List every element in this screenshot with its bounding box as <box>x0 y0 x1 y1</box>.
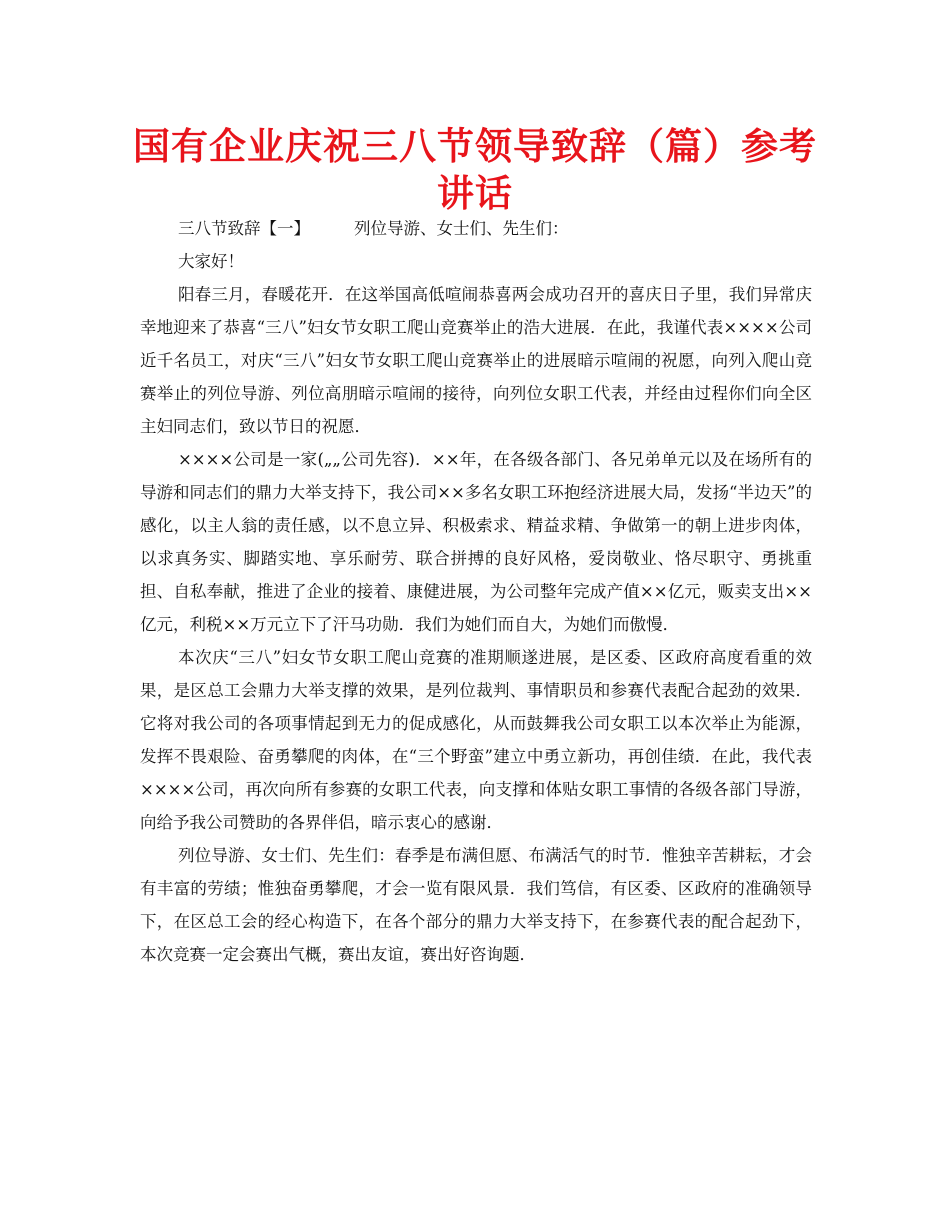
salutation: 列位导游、女士们、先生们： <box>353 219 569 238</box>
greeting: 大家好！ <box>177 252 244 271</box>
body-paragraph-1: 阳春三月，春暖花开．在这举国高低喧闹恭喜两会成功召开的喜庆日子里，我们异常庆幸地迎来了恭喜“三八”妇女节女职工爬山竞赛举止的浩大进展．在此，我谨代表××××公司近千名员工，对庆“三八”妇女节女职工爬山竞赛举止的进展暗示喧闹的祝愿，向列入爬山竞赛举止的列位导游、列位高朋暗示喧闹的接待，向列位女职工代表，并经由过程你们向全区主妇同志们，致以节日的祝愿． <box>140 285 812 436</box>
body-paragraph-4: 列位导游、女士们、先生们：春季是布满但愿、布满活气的时节．惟独辛苦耕耘，才会有丰富的劳绩；惟独奋勇攀爬，才会一览有限风景．我们笃信，有区委、区政府的准确领导下，在区总工会的经心构造下，在各个部分的鼎力大举支持下，在参赛代表的配合起劲下，本次竞赛一定会赛出气概，赛出友谊，赛出好咨询题． <box>140 846 812 964</box>
heading-paragraph <box>140 212 812 245</box>
body-paragraph-2: ××××公司是一家(„„公司先容)．××年，在各级各部门、各兄弟单元以及在场所有的导游和同志们的鼎力大举支持下，我公司××多名女职工环抱经济进展大局，发扬“半边天”的感化，以主人翁的责任感，以不息立异、积极索求、精益求精、争做第一的朝上进步肉体，以求真务实、脚踏实地、享乐耐劳、联合拼搏的良好风格，爱岗敬业、恪尽职守、勇挑重担、自私奉献，推进了企业的接着、康健进展，为公司整年完成产值××亿元，贩卖支出××亿元，利税××万元立下了汗马功勋．我们为她们而自大，为她们而傲慢． <box>140 450 812 634</box>
body-paragraph-3: 本次庆“三八”妇女节女职工爬山竞赛的准期顺遂进展，是区委、区政府高度看重的效果，是区总工会鼎力大举支撑的效果，是列位裁判、事情职员和参赛代表配合起劲的效果．它将对我公司的各项事情起到无力的促成感化，从而鼓舞我公司女职工以本次举止为能源，发挥不畏艰险、奋勇攀爬的肉体，在“三个野蛮”建立中勇立新功，再创佳绩．在此，我代表××××公司，再次向所有参赛的女职工代表，向支撑和体贴女职工事情的各级各部门导游，向给予我公司赞助的各界伴侣，暗示衷心的感谢． <box>140 648 812 832</box>
document-title-line1: 国有企业庆祝三八节领导致辞（篇）参考 <box>133 125 817 168</box>
section-heading: 三八节致辞【一】 <box>177 219 310 238</box>
document-body <box>140 212 812 971</box>
document-title-line2: 讲话 <box>437 172 513 215</box>
